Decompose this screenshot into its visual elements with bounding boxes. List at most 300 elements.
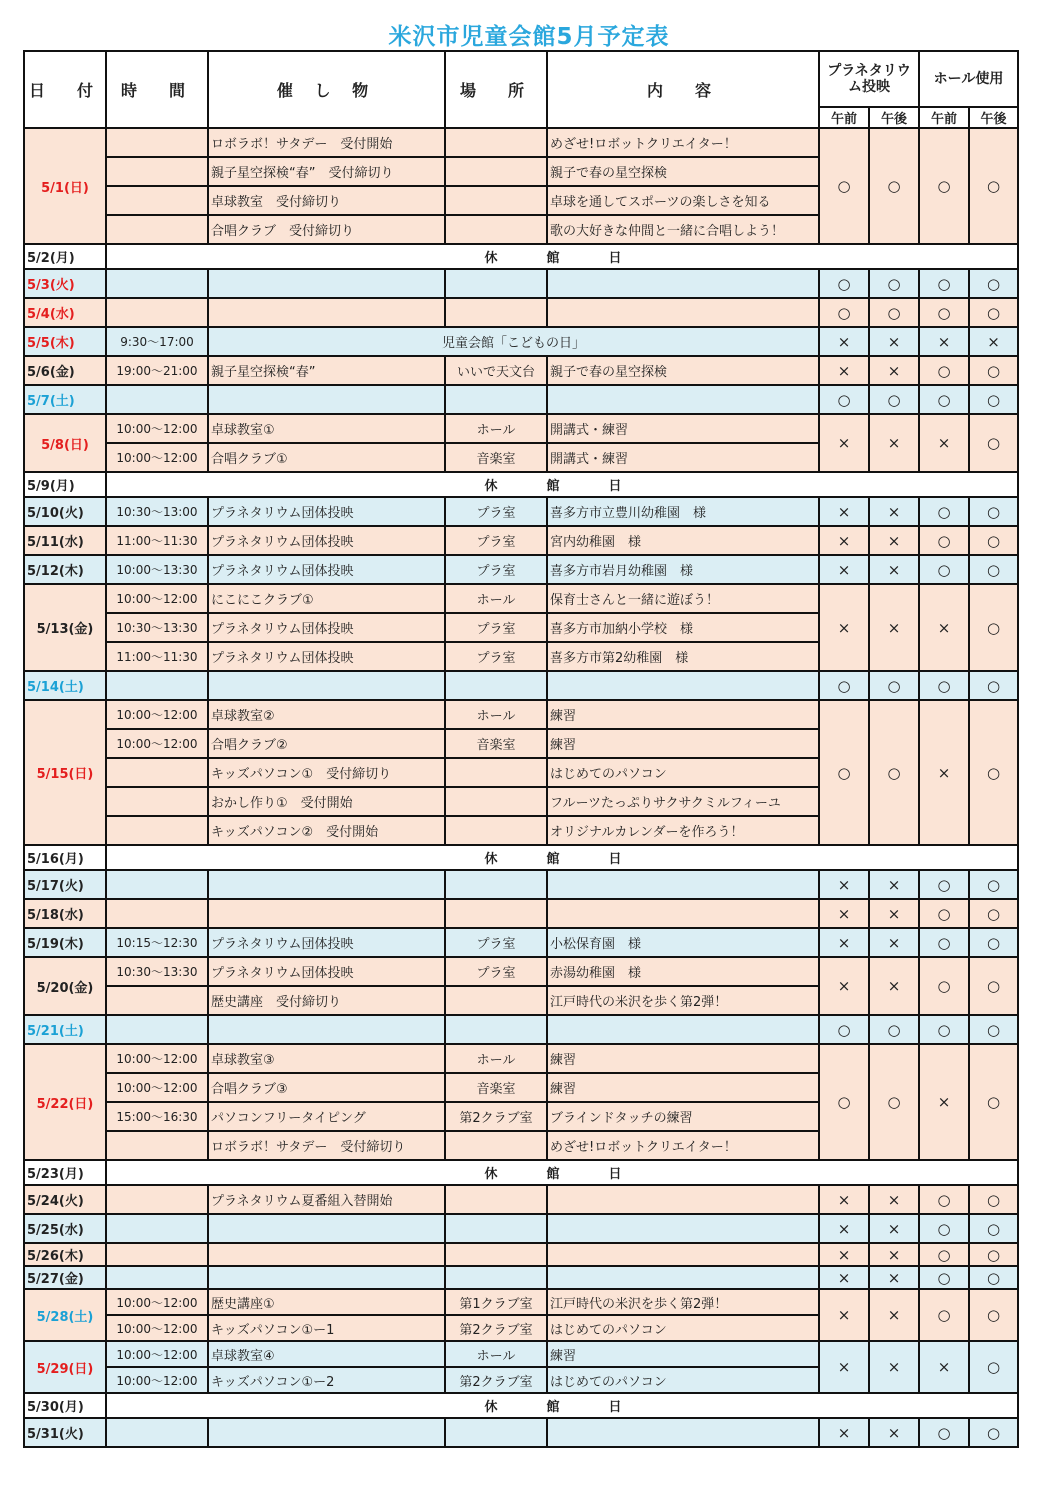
- place-cell: [445, 1214, 547, 1243]
- content-cell: [547, 298, 819, 327]
- place-cell: 第2クラブ室: [445, 1102, 547, 1131]
- schedule-row: [24, 385, 1018, 414]
- content-cell: オリジナルカレンダーを作ろう！: [547, 816, 819, 845]
- schedule-table: [23, 50, 1019, 1448]
- time-cell: 10:30～13:30: [106, 957, 208, 986]
- place-cell: [445, 1243, 547, 1266]
- planetarium-am-mark: ×: [819, 356, 869, 385]
- closed-day-row: [24, 244, 1018, 269]
- content-cell: 親子で春の星空探検: [547, 157, 819, 186]
- event-cell: 親子星空探検“春” 受付締切り: [208, 157, 445, 186]
- planetarium-am-mark: ○: [819, 700, 869, 845]
- event-cell: 児童会館「こどもの日」: [208, 327, 819, 356]
- content-cell: [547, 269, 819, 298]
- content-cell: 練習: [547, 1073, 819, 1102]
- place-cell: ホール: [445, 414, 547, 443]
- planetarium-am-mark: ○: [819, 298, 869, 327]
- date-cell: 5/16(月): [24, 845, 106, 870]
- schedule-row: [24, 298, 1018, 327]
- place-cell: [445, 671, 547, 700]
- header-planetarium: プラネタリウム投映: [819, 51, 919, 107]
- hall-am-mark: ○: [919, 899, 969, 928]
- time-cell: 10:00～12:00: [106, 1073, 208, 1102]
- content-cell: 練習: [547, 1341, 819, 1367]
- content-cell: 喜多方市第2幼稚園 様: [547, 642, 819, 671]
- header-hall: ホール使用: [919, 51, 1018, 107]
- planetarium-pm-mark: ×: [869, 526, 919, 555]
- place-cell: [445, 128, 547, 157]
- place-cell: [445, 787, 547, 816]
- date-cell: 5/30(月): [24, 1393, 106, 1418]
- event-cell: [208, 1243, 445, 1266]
- place-cell: 第1クラブ室: [445, 1289, 547, 1315]
- planetarium-pm-mark: ×: [869, 1418, 919, 1447]
- hall-pm-mark: ○: [969, 298, 1018, 327]
- closed-day-label: 休 館 日: [106, 1393, 1018, 1418]
- time-cell: [106, 269, 208, 298]
- content-cell: 保育士さんと一緒に遊ぼう！: [547, 584, 819, 613]
- event-cell: [208, 1015, 445, 1044]
- content-cell: 歌の大好きな仲間と一緒に合唱しよう！: [547, 215, 819, 244]
- place-cell: [445, 385, 547, 414]
- content-cell: 練習: [547, 700, 819, 729]
- content-cell: [547, 385, 819, 414]
- date-cell: 5/7(土): [24, 385, 106, 414]
- schedule-row: [24, 1185, 1018, 1214]
- place-cell: [445, 157, 547, 186]
- date-cell: 5/20(金): [24, 957, 106, 1015]
- date-cell: 5/23(月): [24, 1160, 106, 1185]
- content-cell: 赤湯幼稚園 様: [547, 957, 819, 986]
- event-cell: パソコンフリータイピング: [208, 1102, 445, 1131]
- event-cell: キッズパソコン①ー1: [208, 1315, 445, 1341]
- hall-pm-mark: ○: [969, 1289, 1018, 1341]
- schedule-row: [24, 1266, 1018, 1289]
- event-cell: [208, 298, 445, 327]
- hall-am-mark: ×: [919, 700, 969, 845]
- content-cell: [547, 1418, 819, 1447]
- planetarium-am-mark: ○: [819, 385, 869, 414]
- planetarium-am-mark: ×: [819, 1266, 869, 1289]
- event-cell: [208, 899, 445, 928]
- closed-day-label: 休 館 日: [106, 845, 1018, 870]
- content-cell: ブラインドタッチの練習: [547, 1102, 819, 1131]
- page-title: 米沢市児童会館5月予定表: [388, 24, 670, 50]
- time-cell: [106, 787, 208, 816]
- content-cell: はじめてのパソコン: [547, 1367, 819, 1393]
- schedule-body: [24, 128, 1018, 1447]
- hall-am-mark: ○: [919, 1289, 969, 1341]
- planetarium-pm-mark: ○: [869, 671, 919, 700]
- header-hall-pm: 午後: [969, 107, 1018, 128]
- place-cell: 第2クラブ室: [445, 1315, 547, 1341]
- time-cell: [106, 758, 208, 787]
- closed-day-row: [24, 845, 1018, 870]
- schedule-row: [24, 356, 1018, 385]
- time-cell: [106, 186, 208, 215]
- planetarium-pm-mark: ○: [869, 128, 919, 244]
- hall-am-mark: ○: [919, 298, 969, 327]
- hall-am-mark: ○: [919, 1418, 969, 1447]
- planetarium-pm-mark: ×: [869, 1341, 919, 1393]
- time-cell: 10:00～12:00: [106, 584, 208, 613]
- hall-pm-mark: ○: [969, 555, 1018, 584]
- hall-pm-mark: ○: [969, 957, 1018, 1015]
- time-cell: 10:30～13:00: [106, 497, 208, 526]
- place-cell: ホール: [445, 1341, 547, 1367]
- closed-day-row: [24, 1393, 1018, 1418]
- schedule-row: [24, 497, 1018, 526]
- time-cell: 10:00～12:00: [106, 1341, 208, 1367]
- hall-am-mark: ×: [919, 584, 969, 671]
- event-cell: 合唱クラブ②: [208, 729, 445, 758]
- hall-pm-mark: ○: [969, 870, 1018, 899]
- date-cell: 5/13(金): [24, 584, 106, 671]
- planetarium-am-mark: ×: [819, 327, 869, 356]
- content-cell: [547, 1214, 819, 1243]
- date-cell: 5/9(月): [24, 472, 106, 497]
- time-cell: [106, 1418, 208, 1447]
- schedule-row: [24, 1418, 1018, 1447]
- event-cell: キッズパソコン①ー2: [208, 1367, 445, 1393]
- date-cell: 5/29(日): [24, 1341, 106, 1393]
- place-cell: [445, 816, 547, 845]
- planetarium-am-mark: ×: [819, 957, 869, 1015]
- planetarium-pm-mark: ×: [869, 899, 919, 928]
- event-cell: [208, 269, 445, 298]
- hall-pm-mark: ○: [969, 356, 1018, 385]
- date-cell: 5/5(木): [24, 327, 106, 356]
- time-cell: 10:30～13:30: [106, 613, 208, 642]
- event-cell: プラネタリウム団体投映: [208, 555, 445, 584]
- schedule-row: [24, 1289, 1018, 1315]
- event-cell: [208, 1266, 445, 1289]
- date-cell: 5/21(土): [24, 1015, 106, 1044]
- planetarium-pm-mark: ×: [869, 957, 919, 1015]
- date-cell: 5/24(火): [24, 1185, 106, 1214]
- header-planetarium-am: 午前: [819, 107, 869, 128]
- time-cell: [106, 1266, 208, 1289]
- hall-am-mark: ○: [919, 928, 969, 957]
- event-cell: キッズパソコン② 受付開始: [208, 816, 445, 845]
- planetarium-am-mark: ×: [819, 1243, 869, 1266]
- planetarium-am-mark: ×: [819, 584, 869, 671]
- time-cell: 15:00～16:30: [106, 1102, 208, 1131]
- place-cell: [445, 758, 547, 787]
- planetarium-pm-mark: ×: [869, 327, 919, 356]
- planetarium-am-mark: ×: [819, 555, 869, 584]
- planetarium-pm-mark: ×: [869, 497, 919, 526]
- event-cell: 卓球教室①: [208, 414, 445, 443]
- hall-pm-mark: ○: [969, 1044, 1018, 1160]
- planetarium-am-mark: ×: [819, 1289, 869, 1341]
- time-cell: [106, 1243, 208, 1266]
- planetarium-am-mark: ×: [819, 1418, 869, 1447]
- place-cell: ホール: [445, 584, 547, 613]
- event-cell: プラネタリウム団体投映: [208, 497, 445, 526]
- planetarium-pm-mark: ○: [869, 298, 919, 327]
- time-cell: 10:00～12:00: [106, 443, 208, 472]
- date-cell: 5/18(水): [24, 899, 106, 928]
- event-cell: おかし作り① 受付開始: [208, 787, 445, 816]
- planetarium-pm-mark: ×: [869, 1185, 919, 1214]
- hall-am-mark: ○: [919, 269, 969, 298]
- date-cell: 5/12(木): [24, 555, 106, 584]
- event-cell: プラネタリウム夏番組入替開始: [208, 1185, 445, 1214]
- closed-day-label: 休 館 日: [106, 1160, 1018, 1185]
- closed-day-row: [24, 472, 1018, 497]
- date-cell: 5/2(月): [24, 244, 106, 269]
- place-cell: [445, 1418, 547, 1447]
- place-cell: プラ室: [445, 928, 547, 957]
- hall-pm-mark: ○: [969, 269, 1018, 298]
- time-cell: 10:00～12:00: [106, 1044, 208, 1073]
- time-cell: 11:00～11:30: [106, 526, 208, 555]
- time-cell: 10:00～13:30: [106, 555, 208, 584]
- date-cell: 5/31(火): [24, 1418, 106, 1447]
- time-cell: [106, 671, 208, 700]
- schedule-row: [24, 128, 1018, 157]
- content-cell: 開講式・練習: [547, 443, 819, 472]
- hall-am-mark: ○: [919, 385, 969, 414]
- time-cell: [106, 1131, 208, 1160]
- planetarium-pm-mark: ○: [869, 1015, 919, 1044]
- time-cell: [106, 128, 208, 157]
- event-cell: 合唱クラブ③: [208, 1073, 445, 1102]
- content-cell: [547, 1243, 819, 1266]
- date-cell: 5/26(木): [24, 1243, 106, 1266]
- place-cell: 第2クラブ室: [445, 1367, 547, 1393]
- planetarium-pm-mark: ○: [869, 700, 919, 845]
- content-cell: はじめてのパソコン: [547, 758, 819, 787]
- content-cell: 喜多方市加納小学校 様: [547, 613, 819, 642]
- place-cell: プラ室: [445, 957, 547, 986]
- place-cell: [445, 1131, 547, 1160]
- date-cell: 5/4(水): [24, 298, 106, 327]
- hall-pm-mark: ○: [969, 584, 1018, 671]
- event-cell: プラネタリウム団体投映: [208, 526, 445, 555]
- schedule-row: [24, 526, 1018, 555]
- time-cell: [106, 385, 208, 414]
- event-cell: 卓球教室②: [208, 700, 445, 729]
- planetarium-pm-mark: ×: [869, 1243, 919, 1266]
- time-cell: 19:00～21:00: [106, 356, 208, 385]
- hall-am-mark: ○: [919, 356, 969, 385]
- hall-am-mark: ○: [919, 870, 969, 899]
- content-cell: フルーツたっぷりサクサクミルフィーユ: [547, 787, 819, 816]
- planetarium-pm-mark: ×: [869, 870, 919, 899]
- place-cell: プラ室: [445, 613, 547, 642]
- hall-am-mark: ×: [919, 1044, 969, 1160]
- schedule-row: [24, 700, 1018, 729]
- event-cell: 親子星空探検“春”: [208, 356, 445, 385]
- closed-day-label: 休 館 日: [106, 472, 1018, 497]
- event-cell: プラネタリウム団体投映: [208, 928, 445, 957]
- planetarium-am-mark: ×: [819, 526, 869, 555]
- hall-am-mark: ×: [919, 1341, 969, 1393]
- time-cell: [106, 298, 208, 327]
- schedule-row: [24, 414, 1018, 443]
- date-cell: 5/25(水): [24, 1214, 106, 1243]
- planetarium-am-mark: ×: [819, 414, 869, 472]
- planetarium-pm-mark: ×: [869, 1289, 919, 1341]
- content-cell: はじめてのパソコン: [547, 1315, 819, 1341]
- schedule-row: [24, 584, 1018, 613]
- header-event: 催 し 物: [208, 51, 445, 128]
- planetarium-am-mark: ×: [819, 870, 869, 899]
- event-cell: 卓球教室 受付締切り: [208, 186, 445, 215]
- place-cell: ホール: [445, 1044, 547, 1073]
- planetarium-pm-mark: ×: [869, 1214, 919, 1243]
- time-cell: [106, 1015, 208, 1044]
- hall-am-mark: ○: [919, 128, 969, 244]
- content-cell: 開講式・練習: [547, 414, 819, 443]
- time-cell: 10:00～12:00: [106, 729, 208, 758]
- schedule-row: [24, 555, 1018, 584]
- place-cell: [445, 899, 547, 928]
- planetarium-pm-mark: ○: [869, 385, 919, 414]
- planetarium-am-mark: ×: [819, 1214, 869, 1243]
- time-cell: 10:00～12:00: [106, 1315, 208, 1341]
- content-cell: [547, 1015, 819, 1044]
- schedule-row: [24, 1341, 1018, 1367]
- place-cell: [445, 870, 547, 899]
- header-time: 時 間: [106, 51, 208, 128]
- event-cell: 歴史講座①: [208, 1289, 445, 1315]
- time-cell: 10:00～12:00: [106, 1367, 208, 1393]
- time-cell: 10:00～12:00: [106, 700, 208, 729]
- hall-pm-mark: ○: [969, 414, 1018, 472]
- planetarium-am-mark: ○: [819, 671, 869, 700]
- header-content: 内 容: [547, 51, 819, 128]
- event-cell: [208, 1418, 445, 1447]
- hall-am-mark: ○: [919, 555, 969, 584]
- date-cell: 5/6(金): [24, 356, 106, 385]
- place-cell: プラ室: [445, 555, 547, 584]
- closed-day-row: [24, 1160, 1018, 1185]
- hall-pm-mark: ○: [969, 128, 1018, 244]
- time-cell: 11:00～11:30: [106, 642, 208, 671]
- event-cell: [208, 870, 445, 899]
- content-cell: めざせ!ロボットクリエイター！: [547, 128, 819, 157]
- schedule-row: [24, 957, 1018, 986]
- place-cell: 音楽室: [445, 729, 547, 758]
- closed-day-label: 休 館 日: [106, 244, 1018, 269]
- schedule-row: [24, 269, 1018, 298]
- date-cell: 5/10(火): [24, 497, 106, 526]
- content-cell: 練習: [547, 729, 819, 758]
- schedule-row: [24, 870, 1018, 899]
- time-cell: 10:15～12:30: [106, 928, 208, 957]
- hall-am-mark: ○: [919, 1185, 969, 1214]
- time-cell: [106, 899, 208, 928]
- schedule-row: [24, 1243, 1018, 1266]
- place-cell: [445, 215, 547, 244]
- header-planetarium-pm: 午後: [869, 107, 919, 128]
- schedule-row: [24, 671, 1018, 700]
- event-cell: [208, 671, 445, 700]
- date-cell: 5/1(日): [24, 128, 106, 244]
- content-cell: 小松保育園 様: [547, 928, 819, 957]
- place-cell: [445, 1266, 547, 1289]
- event-cell: キッズパソコン① 受付締切り: [208, 758, 445, 787]
- place-cell: 音楽室: [445, 443, 547, 472]
- event-cell: にこにこクラブ①: [208, 584, 445, 613]
- place-cell: プラ室: [445, 526, 547, 555]
- date-cell: 5/27(金): [24, 1266, 106, 1289]
- hall-am-mark: ○: [919, 1243, 969, 1266]
- planetarium-pm-mark: ×: [869, 414, 919, 472]
- planetarium-am-mark: ○: [819, 128, 869, 244]
- hall-pm-mark: ○: [969, 385, 1018, 414]
- event-cell: プラネタリウム団体投映: [208, 957, 445, 986]
- hall-am-mark: ○: [919, 1015, 969, 1044]
- date-cell: 5/28(土): [24, 1289, 106, 1341]
- planetarium-am-mark: ×: [819, 1341, 869, 1393]
- hall-am-mark: ○: [919, 1214, 969, 1243]
- event-cell: 合唱クラブ①: [208, 443, 445, 472]
- content-cell: 江戸時代の米沢を歩く第2弾！: [547, 986, 819, 1015]
- place-cell: [445, 269, 547, 298]
- date-cell: 5/3(火): [24, 269, 106, 298]
- time-cell: [106, 1185, 208, 1214]
- hall-pm-mark: ○: [969, 700, 1018, 845]
- hall-am-mark: ○: [919, 497, 969, 526]
- place-cell: [445, 1185, 547, 1214]
- planetarium-pm-mark: ×: [869, 584, 919, 671]
- schedule-row: [24, 928, 1018, 957]
- place-cell: 音楽室: [445, 1073, 547, 1102]
- schedule-row: [24, 899, 1018, 928]
- content-cell: めざせ!ロボットクリエイター！: [547, 1131, 819, 1160]
- event-cell: ロボラボ！サタデー 受付開始: [208, 128, 445, 157]
- header-hall-am: 午前: [919, 107, 969, 128]
- event-cell: プラネタリウム団体投映: [208, 613, 445, 642]
- schedule-row: [24, 1214, 1018, 1243]
- place-cell: [445, 186, 547, 215]
- time-cell: [106, 816, 208, 845]
- content-cell: 練習: [547, 1044, 819, 1073]
- hall-pm-mark: ○: [969, 1015, 1018, 1044]
- header-date: 日 付: [24, 51, 106, 128]
- schedule-row: [24, 1044, 1018, 1073]
- time-cell: 10:00～12:00: [106, 1289, 208, 1315]
- content-cell: [547, 671, 819, 700]
- planetarium-am-mark: ×: [819, 928, 869, 957]
- hall-pm-mark: ○: [969, 1185, 1018, 1214]
- content-cell: 卓球を通してスポーツの楽しさを知る: [547, 186, 819, 215]
- content-cell: [547, 1266, 819, 1289]
- date-cell: 5/19(木): [24, 928, 106, 957]
- content-cell: 喜多方市立豊川幼稚園 様: [547, 497, 819, 526]
- content-cell: 喜多方市岩月幼稚園 様: [547, 555, 819, 584]
- place-cell: ホール: [445, 700, 547, 729]
- event-cell: 卓球教室③: [208, 1044, 445, 1073]
- hall-pm-mark: ○: [969, 671, 1018, 700]
- hall-pm-mark: ○: [969, 899, 1018, 928]
- date-cell: 5/11(水): [24, 526, 106, 555]
- event-cell: ロボラボ！サタデー 受付締切り: [208, 1131, 445, 1160]
- date-cell: 5/22(日): [24, 1044, 106, 1160]
- date-cell: 5/17(火): [24, 870, 106, 899]
- planetarium-pm-mark: ×: [869, 928, 919, 957]
- date-cell: 5/14(土): [24, 671, 106, 700]
- time-cell: 9:30～17:00: [106, 327, 208, 356]
- hall-pm-mark: ○: [969, 1418, 1018, 1447]
- content-cell: [547, 870, 819, 899]
- planetarium-pm-mark: ○: [869, 1044, 919, 1160]
- place-cell: [445, 298, 547, 327]
